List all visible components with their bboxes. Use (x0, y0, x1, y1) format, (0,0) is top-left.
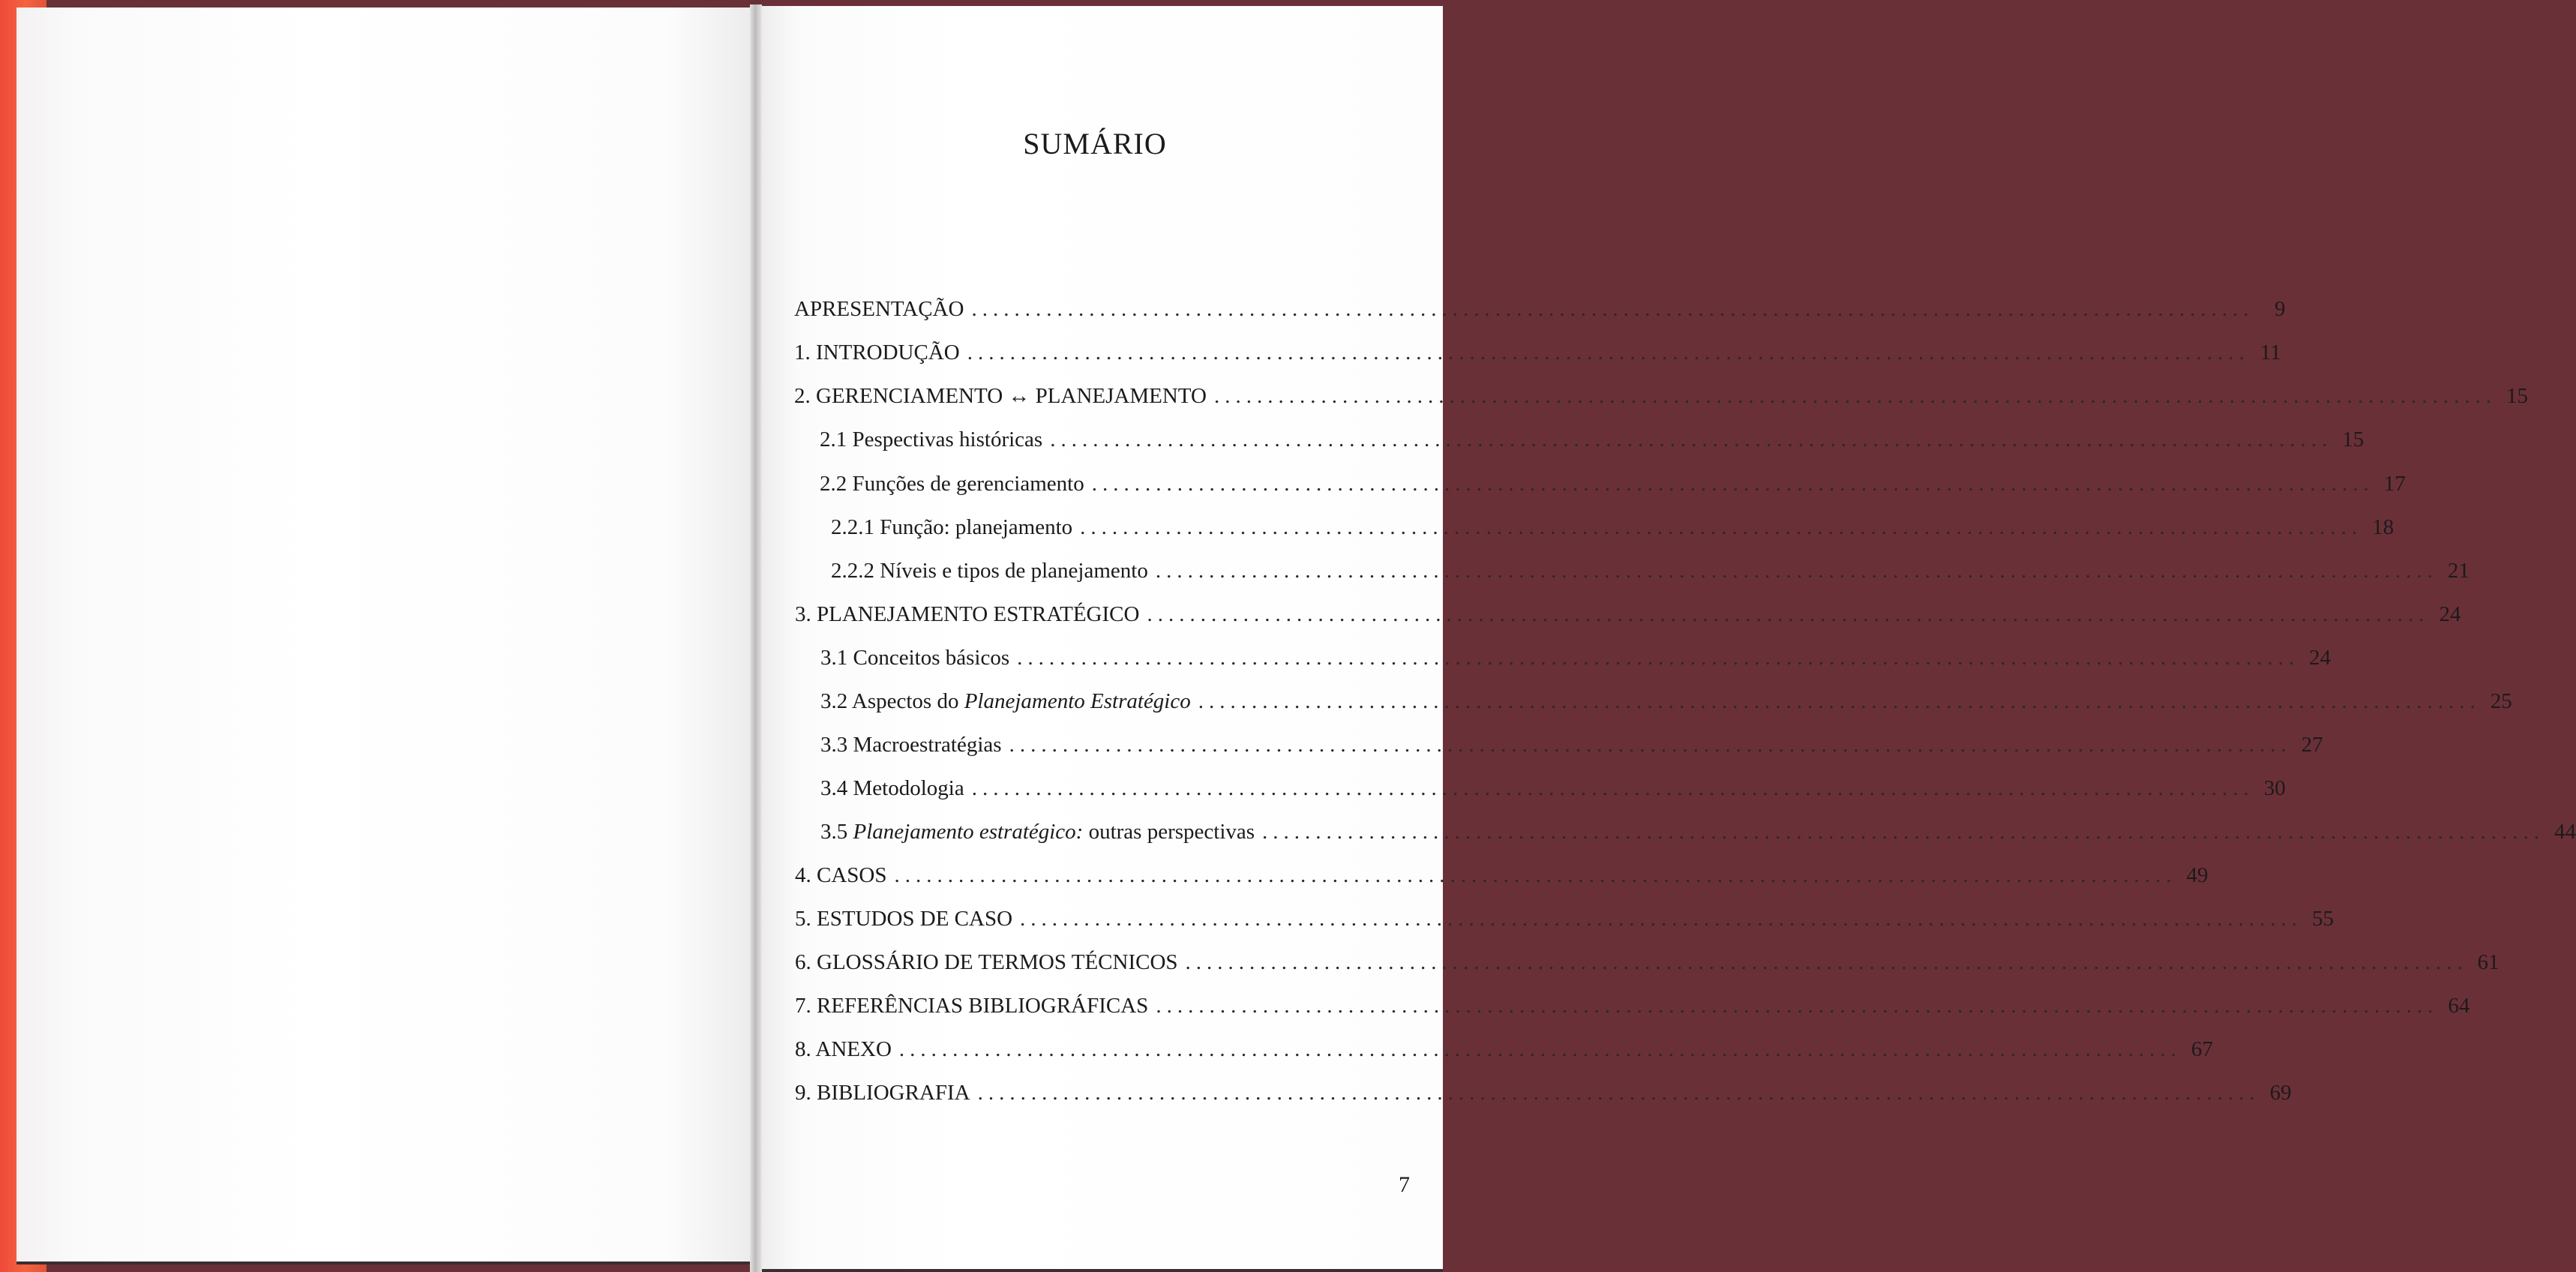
dot-leader: ........................................................................................................................ (1017, 646, 2300, 670)
toc-entry-label: 3. PLANEJAMENTO ESTRATÉGICO (795, 602, 1140, 626)
toc-entry-conceitos-basicos (820, 643, 2332, 673)
toc-entry-page: 18 (2372, 515, 2395, 539)
toc-entry-page: 30 (2263, 776, 2286, 800)
dot-leader: ........................................................................................................................ (894, 863, 2177, 887)
toc-entry-label (820, 817, 1255, 847)
toc-entry-label: 3.1 Conceitos básicos (820, 646, 1010, 670)
toc-entry-page: 55 (2312, 907, 2335, 931)
toc-entry-label: 2.2.2 Níveis e tipos de planejamento (831, 559, 1148, 583)
toc-entry-page: 49 (2186, 863, 2209, 887)
toc-entry-label: 8. ANEXO (795, 1037, 892, 1061)
toc-entry-pespectivas-historicas (820, 424, 2365, 454)
toc-entry-label: 3.4 Metodologia (820, 776, 964, 800)
toc-entry-label: 2.2 Funções de gerenciamento (820, 472, 1084, 496)
toc-entry-label-suffix: outras perspectivas (1083, 820, 1255, 844)
dot-leader: ........................................................................................................................ (1262, 820, 2545, 844)
toc-entry-apresentacao (794, 294, 2286, 324)
toc-entry-page: 67 (2191, 1037, 2213, 1061)
toc-entry-page: 64 (2448, 994, 2470, 1018)
toc-entry-page: 21 (2447, 559, 2470, 583)
dot-leader: ........................................................................................................................ (1091, 472, 2374, 496)
toc-entry-metodologia (820, 773, 2286, 803)
toc-entry-page: 17 (2383, 472, 2406, 496)
toc-entry-page: 9 (2274, 297, 2286, 321)
toc-entry-aspectos (820, 686, 2512, 716)
toc-title: SUMÁRIO (1023, 127, 1167, 160)
dot-leader: ........................................................................................................................ (1080, 515, 2363, 539)
dot-leader: ........................................................................................................................ (1050, 428, 2333, 452)
toc-entry-label: 3.3 Macroestratégias (820, 733, 1002, 757)
toc-entry-page: 11 (2260, 340, 2281, 364)
dot-leader: ........................................................................................................................ (1185, 950, 2468, 974)
toc-entry-funcoes-gerenciamento (820, 469, 2406, 499)
toc-entry-page: 15 (2506, 384, 2528, 408)
dot-leader: ........................................................................................................................ (1020, 907, 2303, 931)
toc-entry-label: 5. ESTUDOS DE CASO (795, 907, 1013, 931)
toc-entry-label-prefix: 3.2 Aspectos do (820, 689, 964, 713)
dot-leader: ........................................................................................................................ (977, 1081, 2260, 1105)
toc-entry-label: 4. CASOS (795, 863, 887, 887)
toc-entry-macroestrategias (820, 730, 2323, 760)
toc-entry-gerenciamento-planejamento (794, 381, 2528, 411)
toc-entry-label: 1. INTRODUÇÃO (794, 340, 960, 364)
toc-entry-label: 2. GERENCIAMENTO ↔ PLANEJAMENTO (794, 384, 1207, 408)
toc-entry-introducao (794, 338, 2281, 368)
dot-leader: ........................................................................................................................ (1156, 994, 2439, 1018)
toc-entry-estudos-de-caso (795, 904, 2335, 934)
toc-entry-page: 24 (2309, 646, 2332, 670)
toc-entry-casos (795, 860, 2209, 890)
dot-leader: ........................................................................................................................ (898, 1037, 2182, 1061)
toc-entry-bibliografia (795, 1078, 2292, 1108)
toc-entry-label: 9. BIBLIOGRAFIA (795, 1081, 970, 1105)
dot-leader: ........................................................................................................................ (1155, 559, 2438, 583)
toc-entry-label: 6. GLOSSÁRIO DE TERMOS TÉCNICOS (795, 950, 1178, 974)
dot-leader: ........................................................................................................................ (1009, 733, 2292, 757)
toc-entry-label (820, 686, 1191, 716)
toc-entry-funcao-planejamento (831, 512, 2395, 542)
toc-entry-anexo (795, 1034, 2213, 1064)
page-number: 7 (1399, 1172, 1410, 1197)
dot-leader: ........................................................................................................................ (1147, 602, 2430, 626)
dot-leader: ........................................................................................................................ (1198, 689, 2481, 713)
toc-entry-page: 27 (2301, 733, 2323, 757)
toc-entry-niveis-tipos (831, 556, 2470, 586)
dot-leader: ........................................................................................................................ (1213, 384, 2497, 408)
toc-entry-page: 44 (2554, 820, 2576, 844)
toc-entry-page: 15 (2342, 428, 2365, 452)
toc-entry-page: 69 (2269, 1081, 2292, 1105)
toc-entry-label-italic: Planejamento Estratégico (964, 689, 1191, 713)
toc-entry-label: 7. REFERÊNCIAS BIBLIOGRÁFICAS (795, 994, 1149, 1018)
toc-entry-label: 2.2.1 Função: planejamento (831, 515, 1073, 539)
toc-entry-glossario (795, 947, 2500, 977)
toc-entry-outras-perspectivas (820, 817, 2576, 847)
toc-entry-page: 25 (2490, 689, 2512, 713)
toc-entry-planejamento-estrategico (795, 599, 2461, 629)
toc-entry-label: 2.1 Pespectivas históricas (820, 428, 1043, 452)
toc-entry-page: 61 (2477, 950, 2500, 974)
toc-entry-page: 24 (2439, 602, 2461, 626)
toc-entry-label-prefix: 3.5 (820, 820, 853, 844)
toc-entry-referencias (795, 991, 2470, 1021)
dot-leader: ........................................................................................................................ (967, 340, 2250, 364)
dot-leader: ........................................................................................................................ (971, 776, 2254, 800)
toc-entry-label-italic: Planejamento estratégico: (853, 820, 1084, 844)
toc-entry-label: APRESENTAÇÃO (794, 297, 964, 321)
dot-leader: ........................................................................................................................ (971, 297, 2254, 321)
